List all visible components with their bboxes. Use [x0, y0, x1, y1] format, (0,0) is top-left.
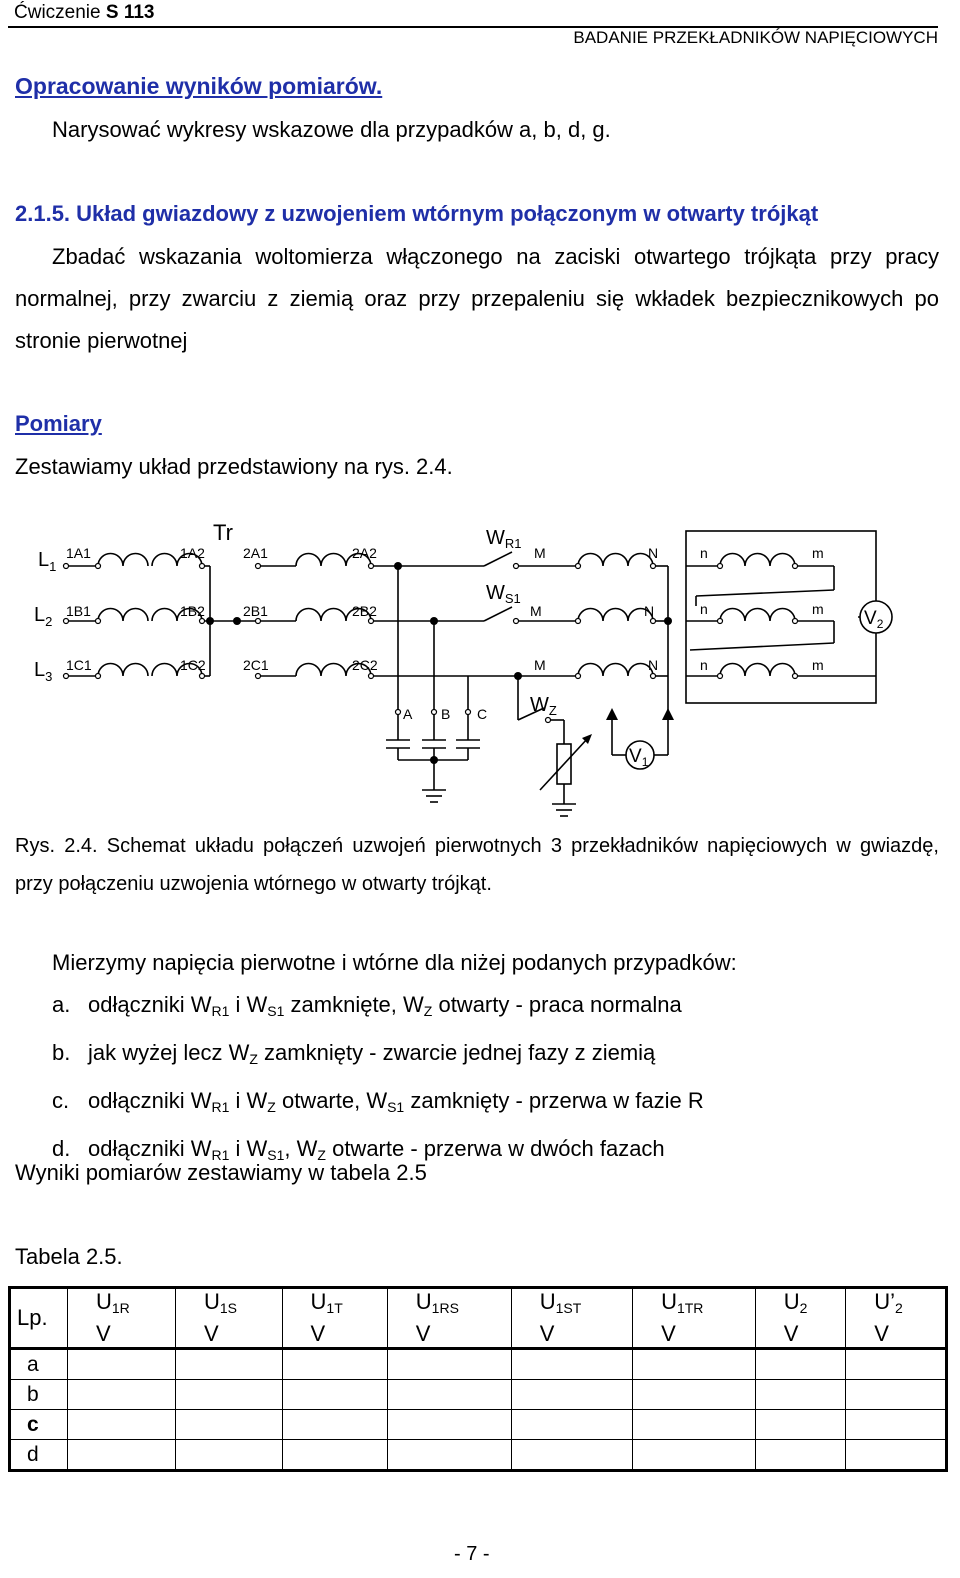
value-cell[interactable]	[846, 1410, 947, 1440]
table-header-row	[10, 1288, 947, 1349]
point-b-label: B	[441, 706, 451, 722]
value-cell[interactable]	[755, 1410, 846, 1440]
results-instruction: Narysować wykresy wskazowe dla przypadków a, b, d, g.	[52, 117, 611, 142]
point-c-label: C	[477, 706, 488, 722]
value-cell[interactable]	[633, 1380, 756, 1410]
case-item	[52, 1080, 704, 1128]
cases-outro: Wyniki pomiarów zestawiamy w tabela 2.5	[15, 1160, 427, 1185]
document-title: BADANIE PRZEKŁADNIKÓW NAPIĘCIOWYCH	[573, 28, 938, 47]
value-cell[interactable]	[846, 1380, 947, 1410]
value-cell[interactable]	[175, 1349, 282, 1380]
value-cell[interactable]	[175, 1440, 282, 1471]
page-number: - 7 -	[454, 1543, 490, 1565]
circuit-diagram	[0, 510, 960, 820]
terminal-2B2: 2B2	[352, 603, 377, 619]
lp-header: Lp.	[10, 1288, 68, 1349]
table-row	[10, 1440, 947, 1471]
delta1-terminal-n: n	[700, 545, 708, 561]
value-cell[interactable]	[633, 1349, 756, 1380]
col-header: $U_{1R}$ V	[68, 1288, 176, 1349]
delta1-terminal-m: m	[812, 545, 824, 561]
col-header: $U_{1T}$ V	[282, 1288, 387, 1349]
value-cell[interactable]	[387, 1440, 511, 1471]
voltmeter-v1-label: $V_1$	[629, 746, 649, 769]
value-cell[interactable]	[755, 1440, 846, 1471]
case-label: a.	[52, 992, 71, 1017]
terminal-1A1: 1A1	[66, 545, 91, 561]
measurements-heading[interactable]: Pomiary	[15, 411, 102, 436]
cases-intro: Mierzymy napięcia pierwotne i wtórne dla niżej podanych przypadków:	[52, 950, 737, 975]
exercise-number: S 113	[105, 2, 155, 23]
terminal-2A1: 2A1	[243, 545, 268, 561]
case-text: odłączniki $W_{R1}$ i $W_Z$ otwarte, $W_{S1}$ zamknięty - przerwa w fazie R	[88, 1088, 704, 1115]
switch-wr1-label: $W_{R1}$	[486, 527, 522, 551]
voltmeter-v2-label: $V_2$	[864, 608, 884, 631]
line-label-3: $L_3$	[34, 659, 53, 684]
delta3-terminal-n: n	[700, 657, 708, 673]
vt3-terminal-m: M	[534, 657, 546, 673]
value-cell[interactable]	[633, 1410, 756, 1440]
value-cell[interactable]	[755, 1380, 846, 1410]
switch-ws1-label: $W_{S1}$	[486, 582, 521, 606]
case-label: b.	[52, 1040, 71, 1065]
value-cell[interactable]	[175, 1410, 282, 1440]
case-item	[52, 984, 704, 1032]
results-table	[8, 1286, 948, 1472]
case-label: c.	[52, 1088, 70, 1113]
section-description: Zbadać wskazania woltomierza włączonego na zaciski otwartego trójkąta przy pracy normalnej, przy zwarciu z ziemią oraz przy przepaleniu się wkładek bezpiecznikowych po stronie pierwotnej	[15, 244, 939, 353]
value-cell[interactable]	[68, 1410, 176, 1440]
cases-list	[52, 984, 704, 1176]
value-cell[interactable]	[846, 1349, 947, 1380]
table-row	[10, 1380, 947, 1410]
value-cell[interactable]	[282, 1380, 387, 1410]
delta2-terminal-n: n	[700, 601, 708, 617]
terminal-2B1: 2B1	[243, 603, 268, 619]
table-row	[10, 1410, 947, 1440]
vt2-terminal-m: M	[530, 603, 542, 619]
col-header: $U_{1RS}$ V	[387, 1288, 511, 1349]
terminal-1C2: 1C2	[180, 657, 206, 673]
figure-caption: Rys. 2.4. Schemat układu połączeń uzwojeń pierwotnych 3 przekładników napięciowych w gwiazdę, przy połączeniu uzwojenia wtórnego w otwarty trójkąt.	[15, 835, 939, 895]
value-cell[interactable]	[387, 1349, 511, 1380]
case-item	[52, 1032, 704, 1080]
value-cell[interactable]	[511, 1410, 632, 1440]
terminal-1B1: 1B1	[66, 603, 91, 619]
terminal-1A2: 1A2	[180, 545, 205, 561]
exercise-label	[14, 2, 154, 24]
row-label: d	[10, 1440, 68, 1471]
row-label: c	[10, 1410, 68, 1440]
vt1-terminal-m: M	[534, 545, 546, 561]
results-section-title[interactable]: Opracowanie wyników pomiarów.	[15, 73, 383, 99]
table-row	[10, 1349, 947, 1380]
table-body	[10, 1349, 947, 1471]
case-label: d.	[52, 1136, 71, 1161]
col-header: $U_{1TR}$ V	[633, 1288, 756, 1349]
delta3-terminal-m: m	[812, 657, 824, 673]
line-label-2: $L_2$	[34, 604, 53, 629]
terminal-1B2: 1B2	[180, 603, 205, 619]
value-cell[interactable]	[68, 1440, 176, 1471]
value-cell[interactable]	[511, 1440, 632, 1471]
col-header: $U’_2$ V	[846, 1288, 947, 1349]
terminal-1C1: 1C1	[66, 657, 92, 673]
terminal-2C1: 2C1	[243, 657, 269, 673]
value-cell[interactable]	[846, 1440, 947, 1471]
case-text: jak wyżej lecz $W_Z$ zamknięty - zwarcie jednej fazy z ziemią	[88, 1040, 656, 1067]
value-cell[interactable]	[755, 1349, 846, 1380]
vt1-terminal-n: N	[648, 545, 659, 561]
value-cell[interactable]	[282, 1410, 387, 1440]
col-header: $U_{1S}$ V	[175, 1288, 282, 1349]
point-a-label: A	[403, 706, 413, 722]
delta2-terminal-m: m	[812, 601, 824, 617]
value-cell[interactable]	[387, 1410, 511, 1440]
transformer-label: Tr	[213, 520, 233, 545]
vt2-terminal-n: N	[644, 603, 655, 619]
col-header: $U_{1ST}$ V	[511, 1288, 632, 1349]
row-label: b	[10, 1380, 68, 1410]
value-cell[interactable]	[175, 1380, 282, 1410]
table-caption: Tabela 2.5.	[15, 1244, 123, 1269]
col-header: $U_2$ V	[755, 1288, 846, 1349]
value-cell[interactable]	[387, 1380, 511, 1410]
line-label-1: $L_1$	[38, 549, 57, 574]
case-text: odłączniki $W_{R1}$ i $W_{S1}$ zamknięte, $W_Z$ otwarty - praca normalna	[88, 992, 682, 1019]
case-text: odłączniki $W_{R1}$ i $W_{S1}$, $W_Z$ otwarte - przerwa w dwóch fazach	[88, 1136, 665, 1163]
switch-wz-label: $W_Z$	[530, 694, 557, 718]
value-cell[interactable]	[511, 1349, 632, 1380]
terminal-2A2: 2A2	[352, 545, 377, 561]
value-cell[interactable]	[511, 1380, 632, 1410]
value-cell[interactable]	[633, 1440, 756, 1471]
terminal-2C2: 2C2	[352, 657, 378, 673]
measurements-intro: Zestawiamy układ przedstawiony na rys. 2.4.	[15, 454, 453, 479]
value-cell[interactable]	[282, 1349, 387, 1380]
row-label: a	[10, 1349, 68, 1380]
value-cell[interactable]	[68, 1349, 176, 1380]
value-cell[interactable]	[282, 1440, 387, 1471]
vt3-terminal-n: N	[648, 657, 659, 673]
exercise-prefix: Ćwiczenie	[14, 2, 101, 23]
section-heading: 2.1.5. Układ gwiazdowy z uzwojeniem wtórnym połączonym w otwarty trójkąt	[15, 201, 819, 226]
value-cell[interactable]	[68, 1380, 176, 1410]
